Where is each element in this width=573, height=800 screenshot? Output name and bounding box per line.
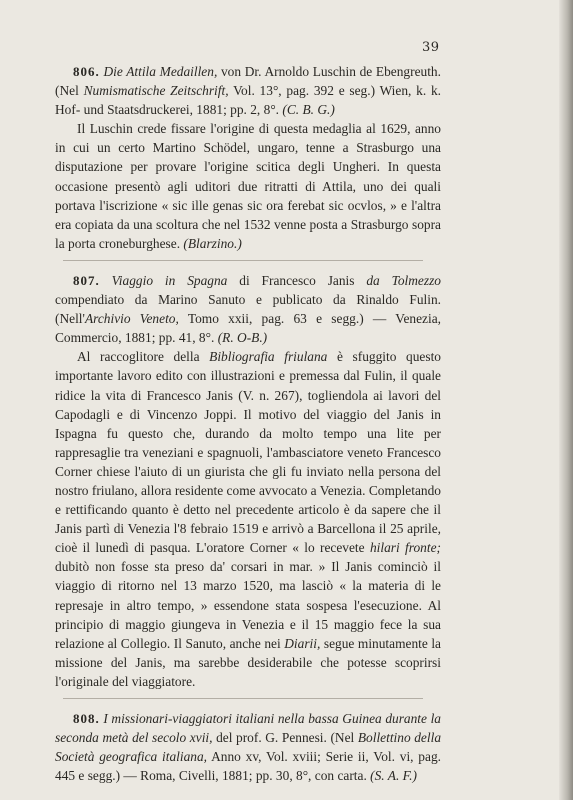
entry-body: Al raccoglitore della Bibliografia friulana è sfuggito questo importante lavoro edito con illustrazioni e premessa dal Fulin, il quale ridice la vita di Francesco Janis (V. n. 267), togliendola ai lavori del Capodagli e di Vincenzo Joppi. Il motivo del viaggio del Janis in Ispagna fu questo che, durando da molto tempo una lite per rappresaglie tra veneziani e spagnuoli, l'ambasciatore veneto Francesco Corner chiese l'aiuto di un giurista che gli fu inviato nella persona del nostro friulano, allora residente come avvocato a Venezia. Completando e rettificando quanto è detto nel precedente articolo è da sapere che il Janis partì di Venezia l'8 febraio 1519 e arrivò a Barcellona il 25 aprile, cioè il lunedì di pasqua. L'oratore Corner « lo recevete hilari fronte; dubitò non fosse sta preso da' corsari in mar. » Il Janis cominciò il viaggio di ritorno nel 13 marzo 1520, ma lasciò « la materia di le represaje in altro tempo, » essendone stata sospesa l'esecuzione. Al principio di maggio giungeva in Venezia e il 15 maggio fece la sua relazione al Collegio. Il Sanuto, anche nei Diarii, segue minutamente la missione del Janis, ma sarebbe desiderabile che potesse scoprirsi l'originale del viaggiatore. (55, 349, 442, 689)
entry-number: 807. (73, 272, 100, 288)
entry-citation: Viaggio in Spagna di Francesco Janis da Tolmezzo compendiato da Marino Sanuto e publicato da Rinaldo Fulin. (Nell'Archivio Veneto, Tomo xxii, pag. 63 e segg.) — Venezia, Commercio, 1881; pp. 41, 8°. (R. O-B.) (55, 272, 442, 346)
entry-citation: Die Attila Medaillen, von Dr. Arnoldo Luschin de Ebengreuth. (Nel Numismatische Zeitschrift, Vol. 13°, pag. 392 e seg.) Wien, k. k. Hof- und Staatsdruckerei, 1881; pp. 2, 8°. (C. B. G.) (55, 64, 441, 118)
entry-heading (55, 709, 441, 785)
entry-heading (55, 271, 441, 347)
entry-body: Il Luschin crede fissare l'origine di questa medaglia al 1629, anno in cui un certo Martino Schödel, ungaro, tenne a Strasburgo una disputazione per provare l'origine scitica degli Ungheri. In questa occasione presentò agli uditori due ritratti di Attila, uno dei quali portava l'iscrizione « sic ille genas sic ora ferebat sic ocvlos, » e l'altra era copiata da una scoltura che nel 1532 venne posta a Strasburgo sopra la porta croneburghese. (Blarzino.) (55, 121, 441, 251)
bibliography-entry (55, 62, 441, 253)
page-number: 39 (422, 40, 440, 55)
entry-citation: I missionari-viaggiatori italiani nella bassa Guinea durante la seconda metà del secolo xvii, del prof. G. Pennesi. (Nel Bollettino della Società geografica italiana, Anno xv, Vol. xviii; Serie ii, Vol. vi, pag. 445 e segg.) — Roma, Civelli, 1881; pp. 30, 8°, con carta. (S. A. F.) (55, 711, 442, 784)
entry-heading (55, 62, 441, 119)
entry-divider (63, 698, 423, 699)
page-text (55, 62, 441, 785)
bibliography-entry (55, 709, 441, 785)
entry-number: 808. (73, 711, 100, 726)
page-gutter-shadow (559, 0, 573, 800)
entry-number: 806. (73, 64, 100, 79)
bibliography-entry (55, 271, 441, 691)
entry-divider (63, 260, 423, 261)
